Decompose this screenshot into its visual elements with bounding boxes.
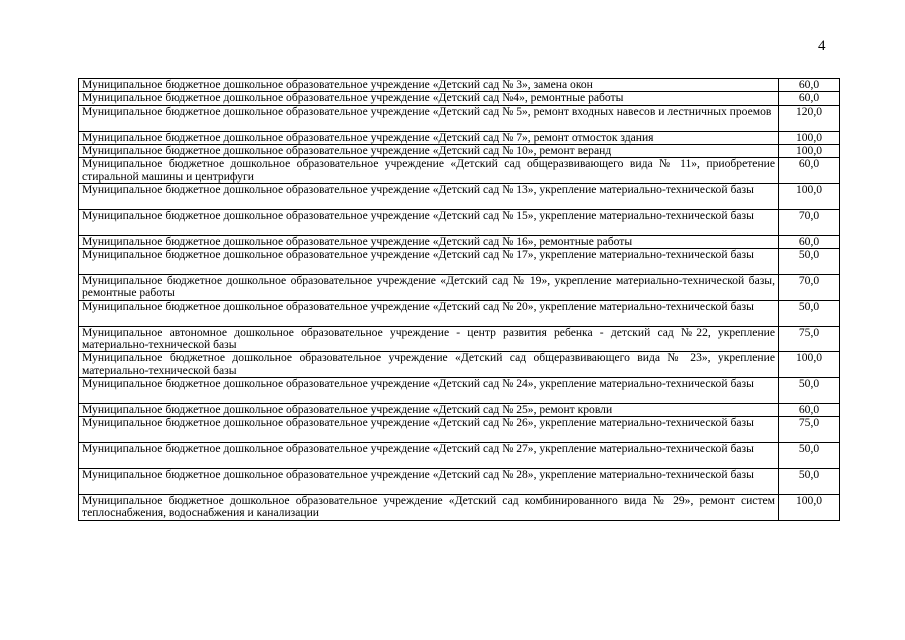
institution-description: Муниципальное бюджетное дошкольное образовательное учреждение «Детский сад № 25», ремонт кровли	[79, 404, 779, 417]
table-row	[79, 235, 840, 248]
table-row	[79, 79, 840, 92]
allocation-amount: 100,0	[779, 494, 840, 520]
institution-description: Муниципальное бюджетное дошкольное образовательное учреждение «Детский сад № 24», укрепление материально-технической базы	[79, 378, 779, 404]
institution-description: Муниципальное бюджетное дошкольное образовательное учреждение «Детский сад № 27», укрепление материально-технической базы	[79, 443, 779, 469]
institution-description: Муниципальное бюджетное дошкольное образовательное учреждение «Детский сад № 5», ремонт входных навесов и лестничных проемов	[79, 105, 779, 131]
allocation-table	[78, 78, 840, 521]
table-row	[79, 105, 840, 131]
allocation-amount: 75,0	[779, 326, 840, 352]
table-row	[79, 494, 840, 520]
institution-description: Муниципальное бюджетное дошкольное образовательное учреждение «Детский сад № 16», ремонтные работы	[79, 235, 779, 248]
allocation-amount: 60,0	[779, 158, 840, 184]
allocation-amount: 50,0	[779, 469, 840, 495]
allocation-table-body	[79, 79, 840, 521]
institution-description: Муниципальное бюджетное дошкольное образовательное учреждение «Детский сад № 7», ремонт отмосток здания	[79, 131, 779, 144]
table-row	[79, 404, 840, 417]
institution-description: Муниципальное бюджетное дошкольное образовательное учреждение «Детский сад № 17», укрепление материально-технической базы	[79, 249, 779, 275]
table-row	[79, 145, 840, 158]
institution-description: Муниципальное бюджетное дошкольное образовательное учреждение «Детский сад общеразвивающего вида № 23», укрепление материально-технической базы	[79, 352, 779, 378]
allocation-amount: 60,0	[779, 235, 840, 248]
institution-description: Муниципальное бюджетное дошкольное образовательное учреждение «Детский сад комбинированного вида № 29», ремонт систем теплоснабжения, водоснабжения и канализации	[79, 494, 779, 520]
institution-description: Муниципальное бюджетное дошкольное образовательное учреждение «Детский сад № 15», укрепление материально-технической базы	[79, 210, 779, 236]
allocation-amount: 60,0	[779, 79, 840, 92]
table-row	[79, 443, 840, 469]
table-row	[79, 92, 840, 105]
institution-description: Муниципальное бюджетное дошкольное образовательное учреждение «Детский сад № 13», укрепление материально-технической базы	[79, 184, 779, 210]
allocation-amount: 50,0	[779, 300, 840, 326]
allocation-amount: 100,0	[779, 145, 840, 158]
table-row	[79, 249, 840, 275]
table-row	[79, 158, 840, 184]
table-row	[79, 184, 840, 210]
table-row	[79, 210, 840, 236]
allocation-amount: 100,0	[779, 184, 840, 210]
institution-description: Муниципальное бюджетное дошкольное образовательное учреждение «Детский сад № 28», укрепление материально-технической базы	[79, 469, 779, 495]
institution-description: Муниципальное бюджетное дошкольное образовательное учреждение «Детский сад № 20», укрепление материально-технической базы	[79, 300, 779, 326]
allocation-amount: 50,0	[779, 443, 840, 469]
table-row	[79, 378, 840, 404]
table-row	[79, 352, 840, 378]
institution-description: Муниципальное бюджетное дошкольное образовательное учреждение «Детский сад общеразвивающего вида № 11», приобретение стиральной машины и центрифуги	[79, 158, 779, 184]
allocation-amount: 120,0	[779, 105, 840, 131]
allocation-amount: 70,0	[779, 275, 840, 301]
institution-description: Муниципальное бюджетное дошкольное образовательное учреждение «Детский сад № 3», замена окон	[79, 79, 779, 92]
table-row	[79, 275, 840, 301]
allocation-amount: 100,0	[779, 352, 840, 378]
allocation-amount: 60,0	[779, 404, 840, 417]
allocation-amount: 50,0	[779, 249, 840, 275]
institution-description: Муниципальное автономное дошкольное образовательное учреждение - центр развития ребенка - детский сад №22, укрепление материально-технической базы	[79, 326, 779, 352]
page-number: 4	[818, 38, 826, 54]
table-row	[79, 469, 840, 495]
allocation-amount: 60,0	[779, 92, 840, 105]
table-row	[79, 131, 840, 144]
allocation-amount: 75,0	[779, 417, 840, 443]
table-row	[79, 300, 840, 326]
institution-description: Муниципальное бюджетное дошкольное образовательное учреждение «Детский сад № 26», укрепление материально-технической базы	[79, 417, 779, 443]
institution-description: Муниципальное бюджетное дошкольное образовательное учреждение «Детский сад № 19», укрепление материально-технической базы, ремонтные работы	[79, 275, 779, 301]
table-row	[79, 417, 840, 443]
institution-description: Муниципальное бюджетное дошкольное образовательное учреждение «Детский сад № 10», ремонт веранд	[79, 145, 779, 158]
institution-description: Муниципальное бюджетное дошкольное образовательное учреждение «Детский сад №4», ремонтные работы	[79, 92, 779, 105]
allocation-amount: 70,0	[779, 210, 840, 236]
allocation-amount: 100,0	[779, 131, 840, 144]
allocation-amount: 50,0	[779, 378, 840, 404]
table-row	[79, 326, 840, 352]
